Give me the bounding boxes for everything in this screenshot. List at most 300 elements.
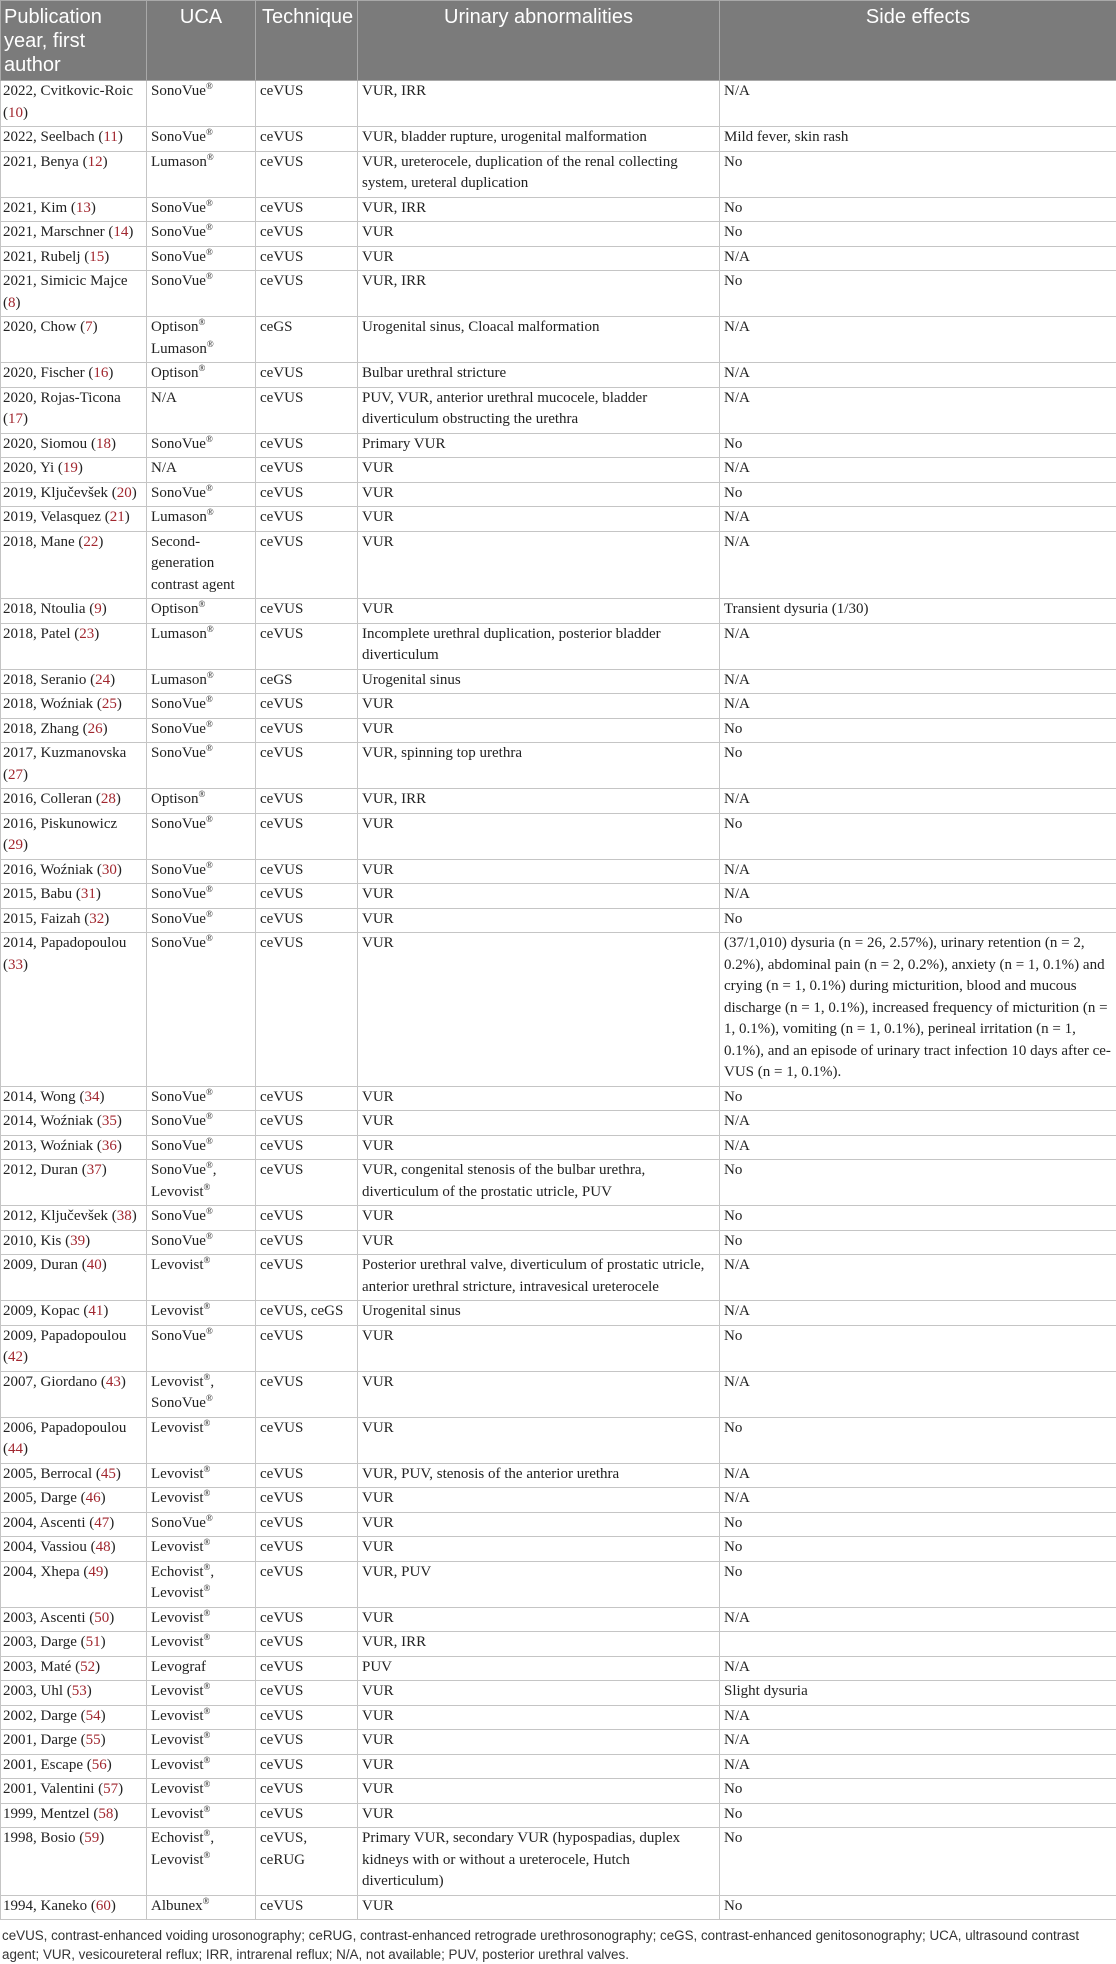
cell-author: 2001, Darge (55) [1, 1730, 147, 1755]
table-body [1, 81, 1116, 1920]
cell-side-effects: Mild fever, skin rash [720, 127, 1116, 152]
reference-link[interactable]: 15 [89, 249, 104, 265]
table-row [1, 884, 1116, 909]
registered-mark: ® [206, 198, 213, 208]
cell-technique: ceVUS [256, 531, 358, 599]
header-technique: Technique [256, 1, 358, 81]
uca-name: Levovist [151, 1490, 204, 1506]
cell-technique: ceVUS [256, 1730, 358, 1755]
cell-author: 2004, Xhepa (49) [1, 1561, 147, 1607]
cell-urinary-abnormalities: VUR [358, 1607, 720, 1632]
table-row [1, 1754, 1116, 1779]
author-text: 2015, Faizah [3, 911, 80, 927]
cell-uca [147, 482, 256, 507]
cell-author: 2003, Maté (52) [1, 1656, 147, 1681]
cell-side-effects: No [720, 1895, 1116, 1920]
uca-name: SonoVue [151, 200, 206, 216]
cell-author: 2022, Cvitkovic-Roic (10) [1, 81, 147, 127]
cell-technique: ceVUS [256, 1160, 358, 1206]
reference-link[interactable]: 21 [110, 509, 125, 525]
reference-link[interactable]: 40 [87, 1257, 102, 1273]
cell-uca [147, 789, 256, 814]
author-text: 2018, Seranio [3, 672, 86, 688]
reference-link[interactable]: 20 [117, 485, 132, 501]
cell-author: 2021, Simicic Majce (8) [1, 271, 147, 317]
table-row [1, 531, 1116, 599]
cell-urinary-abnormalities: VUR [358, 222, 720, 247]
cell-uca [147, 1656, 256, 1681]
cell-side-effects: Slight dysuria [720, 1681, 1116, 1706]
cell-technique: ceVUS [256, 127, 358, 152]
cell-side-effects: No [720, 151, 1116, 197]
reference-link[interactable]: 31 [81, 886, 96, 902]
cell-uca [147, 1230, 256, 1255]
uca-name: Optison [151, 319, 199, 335]
cell-urinary-abnormalities: VUR [358, 859, 720, 884]
registered-mark: ® [204, 1255, 211, 1265]
uca-name: SonoVue [151, 1162, 206, 1178]
cell-urinary-abnormalities: VUR [358, 1730, 720, 1755]
uca-name: Levovist [151, 1184, 204, 1200]
cell-side-effects: N/A [720, 884, 1116, 909]
reference-link[interactable]: 54 [86, 1708, 101, 1724]
reference-link[interactable]: 47 [94, 1515, 109, 1531]
cell-technique: ceVUS [256, 1135, 358, 1160]
cell-technique: ceVUS [256, 1895, 358, 1920]
reference-link[interactable]: 11 [103, 129, 117, 145]
cell-author: 2002, Darge (54) [1, 1705, 147, 1730]
registered-mark: ® [206, 694, 213, 704]
reference-link[interactable]: 13 [76, 200, 91, 216]
registered-mark: ® [206, 222, 213, 232]
cell-uca [147, 884, 256, 909]
cell-uca [147, 718, 256, 743]
reference-link[interactable]: 9 [94, 601, 102, 617]
uca-name: SonoVue [151, 129, 206, 145]
reference-link[interactable]: 58 [98, 1806, 113, 1822]
registered-mark: ® [204, 1372, 211, 1382]
cell-technique: ceVUS [256, 246, 358, 271]
cell-technique: ceGS [256, 317, 358, 363]
uca-name: SonoVue [151, 1138, 206, 1154]
reference-link[interactable]: 37 [87, 1162, 102, 1178]
cell-side-effects: N/A [720, 1656, 1116, 1681]
table-row [1, 507, 1116, 532]
cell-urinary-abnormalities: Primary VUR, secondary VUR (hypospadias, duplex kidneys with or without a ureterocele, Hutch diverticulum) [358, 1828, 720, 1896]
cell-author: 2021, Benya (12) [1, 151, 147, 197]
registered-mark: ® [204, 1182, 211, 1192]
reference-link[interactable]: 14 [113, 224, 128, 240]
uca-name: Levovist [151, 1585, 204, 1601]
cell-technique: ceVUS [256, 884, 358, 909]
author-text: 2022, Seelbach [3, 129, 95, 145]
registered-mark: ® [204, 1537, 211, 1547]
reference-link[interactable]: 49 [88, 1564, 103, 1580]
uca-name: N/A [151, 390, 177, 406]
cell-author: 2007, Giordano (43) [1, 1371, 147, 1417]
cell-side-effects: No [720, 222, 1116, 247]
cell-uca [147, 1607, 256, 1632]
reference-link[interactable]: 33 [8, 957, 23, 973]
cell-technique: ceVUS [256, 623, 358, 669]
cell-technique: ceVUS [256, 197, 358, 222]
reference-link[interactable]: 27 [8, 767, 23, 783]
author-text: 2013, Woźniak [3, 1138, 93, 1154]
header-uca: UCA [147, 1, 256, 81]
cell-uca [147, 433, 256, 458]
cell-side-effects: N/A [720, 81, 1116, 127]
uca-name: Second-generation contrast agent [151, 534, 235, 593]
cell-technique: ceVUS [256, 908, 358, 933]
author-text: 2021, Simicic Majce [3, 273, 128, 289]
registered-mark: ® [204, 1850, 211, 1860]
reference-link[interactable]: 44 [8, 1441, 23, 1457]
cell-side-effects: No [720, 1206, 1116, 1231]
table-row [1, 694, 1116, 719]
reference-link[interactable]: 16 [93, 365, 108, 381]
author-text: 2020, Chow [3, 319, 76, 335]
reference-link[interactable]: 28 [101, 791, 116, 807]
reference-link[interactable]: 56 [92, 1757, 107, 1773]
registered-mark: ® [204, 1488, 211, 1498]
author-text: 2016, Woźniak [3, 862, 93, 878]
header-row [1, 1, 1116, 81]
reference-link[interactable]: 38 [117, 1208, 132, 1224]
cell-urinary-abnormalities: VUR, IRR [358, 1632, 720, 1657]
author-text: 2004, Ascenti [3, 1515, 86, 1531]
cell-author: 1999, Mentzel (58) [1, 1803, 147, 1828]
author-text: 2009, Kopac [3, 1303, 80, 1319]
cell-urinary-abnormalities: VUR [358, 1230, 720, 1255]
cell-author: 2006, Papadopoulou (44) [1, 1417, 147, 1463]
uca-name: Levovist [151, 1257, 204, 1273]
author-text: 2003, Ascenti [3, 1610, 86, 1626]
cell-urinary-abnormalities: VUR [358, 1705, 720, 1730]
uca-name: SonoVue [151, 224, 206, 240]
author-text: 2004, Vassiou [3, 1539, 87, 1555]
cell-urinary-abnormalities: Urogenital sinus [358, 669, 720, 694]
registered-mark: ® [199, 363, 206, 373]
reference-link[interactable]: 30 [102, 862, 117, 878]
table-row [1, 1086, 1116, 1111]
author-text: 2016, Colleran [3, 791, 92, 807]
cell-uca [147, 1754, 256, 1779]
cell-uca: SonoVue®, Levovist® [147, 1160, 256, 1206]
cell-technique: ceVUS [256, 933, 358, 1087]
table-row [1, 1325, 1116, 1371]
cell-urinary-abnormalities: VUR [358, 1325, 720, 1371]
author-text: 2009, Papadopoulou [3, 1328, 126, 1344]
registered-mark: ® [204, 1681, 211, 1691]
author-text: 2021, Benya [3, 154, 79, 170]
cell-side-effects: N/A [720, 1705, 1116, 1730]
reference-link[interactable]: 22 [83, 534, 98, 550]
uca-name: SonoVue [151, 485, 206, 501]
cell-side-effects: N/A [720, 1255, 1116, 1301]
cell-uca [147, 151, 256, 197]
cell-technique: ceVUS [256, 1705, 358, 1730]
cell-uca [147, 1779, 256, 1804]
cell-urinary-abnormalities: VUR [358, 884, 720, 909]
cell-author: 2005, Darge (46) [1, 1488, 147, 1513]
reference-link[interactable]: 45 [101, 1466, 116, 1482]
reference-link[interactable]: 7 [85, 319, 93, 335]
uca-name: Levovist [151, 1420, 204, 1436]
cell-urinary-abnormalities: VUR [358, 458, 720, 483]
table-row [1, 1607, 1116, 1632]
author-text: 2003, Darge [3, 1634, 77, 1650]
cell-side-effects: N/A [720, 1463, 1116, 1488]
cell-technique: ceVUS [256, 1111, 358, 1136]
cell-side-effects: N/A [720, 1488, 1116, 1513]
author-text: 2018, Mane [3, 534, 75, 550]
registered-mark: ® [204, 1804, 211, 1814]
cell-side-effects: N/A [720, 623, 1116, 669]
table-row [1, 197, 1116, 222]
reference-link[interactable]: 29 [8, 837, 23, 853]
cell-uca [147, 599, 256, 624]
uca-name: Lumason [151, 626, 207, 642]
reference-link[interactable]: 46 [86, 1490, 101, 1506]
reference-link[interactable]: 39 [70, 1233, 85, 1249]
cell-author: 2013, Woźniak (36) [1, 1135, 147, 1160]
cell-urinary-abnormalities: VUR [358, 1754, 720, 1779]
cell-side-effects: No [720, 718, 1116, 743]
registered-mark: ® [204, 1418, 211, 1428]
author-text: 2022, Cvitkovic-Roic [3, 83, 133, 99]
registered-mark: ® [206, 271, 213, 281]
cell-side-effects: No [720, 1828, 1116, 1896]
table-row [1, 482, 1116, 507]
cell-author: 2021, Rubelj (15) [1, 246, 147, 271]
author-text: 2020, Yi [3, 460, 54, 476]
cell-uca [147, 1730, 256, 1755]
table-row [1, 718, 1116, 743]
uca-name: SonoVue [151, 816, 206, 832]
registered-mark: ® [204, 1755, 211, 1765]
cell-side-effects: Transient dysuria (1/30) [720, 599, 1116, 624]
table-row [1, 1537, 1116, 1562]
reference-link[interactable]: 36 [102, 1138, 117, 1154]
cell-technique: ceVUS [256, 1206, 358, 1231]
reference-link[interactable]: 42 [8, 1349, 23, 1365]
author-text: 2019, Velasquez [3, 509, 101, 525]
cell-side-effects: No [720, 1417, 1116, 1463]
cell-side-effects: No [720, 482, 1116, 507]
reference-link[interactable]: 59 [84, 1830, 99, 1846]
table-row [1, 1160, 1116, 1206]
cell-uca [147, 81, 256, 127]
cell-urinary-abnormalities: VUR [358, 1111, 720, 1136]
cell-author: 2009, Kopac (41) [1, 1301, 147, 1326]
registered-mark: ® [204, 1301, 211, 1311]
cell-technique: ceVUS [256, 1371, 358, 1417]
reference-link[interactable]: 52 [80, 1659, 95, 1675]
cell-technique: ceVUS [256, 1681, 358, 1706]
cell-author: 2016, Colleran (28) [1, 789, 147, 814]
cell-technique: ceVUS [256, 1632, 358, 1657]
cell-technique: ceVUS [256, 1463, 358, 1488]
cell-urinary-abnormalities: Bulbar urethral stricture [358, 363, 720, 388]
cell-uca [147, 1301, 256, 1326]
registered-mark: ® [206, 860, 213, 870]
cell-side-effects: N/A [720, 458, 1116, 483]
table-row [1, 458, 1116, 483]
author-text: 2021, Marschner [3, 224, 105, 240]
table-row [1, 623, 1116, 669]
cell-uca [147, 1417, 256, 1463]
registered-mark: ® [204, 1706, 211, 1716]
cell-uca [147, 271, 256, 317]
reference-link[interactable]: 25 [102, 696, 117, 712]
author-text: 2014, Woźniak [3, 1113, 93, 1129]
registered-mark: ® [206, 909, 213, 919]
uca-name: Optison [151, 601, 199, 617]
cell-uca [147, 859, 256, 884]
cell-uca [147, 1488, 256, 1513]
cell-technique: ceVUS [256, 718, 358, 743]
author-text: 1998, Bosio [3, 1830, 76, 1846]
cell-uca [147, 1206, 256, 1231]
cell-urinary-abnormalities: VUR [358, 1086, 720, 1111]
cell-side-effects: (37/1,010) dysuria (n = 26, 2.57%), urinary retention (n = 2, 0.2%), abdominal pain (n = 2, 0.2%), anxiety (n = 1, 0.1%) and crying (n = 1, 0.1%) during micturition, blood and mucous discharge (n = 1, 0.1%), increased frequency of micturition (n = 1, 0.1%), vomiting (n = 1, 0.1%), perineal irritation (n = 1, 0.1%), and an episode of urinary tract infection 10 days after ce-VUS (n = 1, 0.1%). [720, 933, 1116, 1087]
header-side-effects: Side effects [720, 1, 1116, 81]
cell-side-effects: N/A [720, 789, 1116, 814]
table-row [1, 1681, 1116, 1706]
cell-urinary-abnormalities: VUR [358, 1681, 720, 1706]
author-text: 2001, Darge [3, 1732, 77, 1748]
table-row [1, 1803, 1116, 1828]
cell-uca [147, 1086, 256, 1111]
reference-link[interactable]: 19 [63, 460, 78, 476]
registered-mark: ® [199, 317, 206, 327]
reference-link[interactable]: 32 [89, 911, 104, 927]
cell-side-effects: N/A [720, 1371, 1116, 1417]
cell-author: 2005, Berrocal (45) [1, 1463, 147, 1488]
cell-urinary-abnormalities: VUR, ureterocele, duplication of the renal collecting system, ureteral duplication [358, 151, 720, 197]
cell-side-effects: No [720, 1561, 1116, 1607]
author-text: 2006, Papadopoulou [3, 1420, 126, 1436]
reference-link[interactable]: 41 [88, 1303, 103, 1319]
author-text: 2003, Maté [3, 1659, 71, 1675]
cell-technique: ceVUS [256, 81, 358, 127]
author-text: 2003, Uhl [3, 1683, 63, 1699]
reference-link[interactable]: 34 [84, 1089, 99, 1105]
table-row [1, 908, 1116, 933]
cell-urinary-abnormalities: VUR [358, 813, 720, 859]
reference-link[interactable]: 12 [88, 154, 103, 170]
cell-side-effects: N/A [720, 317, 1116, 363]
table-row [1, 363, 1116, 388]
reference-link[interactable]: 60 [96, 1898, 111, 1914]
cell-urinary-abnormalities: VUR, congenital stenosis of the bulbar urethra, diverticulum of the prostatic utricle, PUV [358, 1160, 720, 1206]
cell-urinary-abnormalities: VUR [358, 1206, 720, 1231]
registered-mark: ® [206, 1231, 213, 1241]
reference-link[interactable]: 35 [102, 1113, 117, 1129]
author-text: 2002, Darge [3, 1708, 77, 1724]
reference-link[interactable]: 53 [72, 1683, 87, 1699]
cell-urinary-abnormalities: VUR [358, 718, 720, 743]
reference-link[interactable]: 57 [103, 1781, 118, 1797]
cell-author: 2003, Darge (51) [1, 1632, 147, 1657]
registered-mark: ® [204, 1632, 211, 1642]
table-row [1, 387, 1116, 433]
uca-name: Lumason [151, 341, 207, 357]
cell-author: 2020, Rojas-Ticona (17) [1, 387, 147, 433]
cell-uca [147, 531, 256, 599]
cell-urinary-abnormalities: VUR, bladder rupture, urogenital malformation [358, 127, 720, 152]
cell-technique: ceVUS [256, 507, 358, 532]
reference-link[interactable]: 23 [79, 626, 94, 642]
cell-side-effects: No [720, 1803, 1116, 1828]
cell-side-effects: No [720, 1512, 1116, 1537]
cell-technique: ceVUS [256, 433, 358, 458]
reference-link[interactable]: 26 [88, 721, 103, 737]
registered-mark: ® [206, 814, 213, 824]
author-text: 2004, Xhepa [3, 1564, 80, 1580]
reference-link[interactable]: 8 [8, 295, 16, 311]
cell-uca [147, 1895, 256, 1920]
author-text: 2005, Berrocal [3, 1466, 92, 1482]
reference-link[interactable]: 55 [86, 1732, 101, 1748]
reference-link[interactable]: 43 [106, 1374, 121, 1390]
cell-author: 1994, Kaneko (60) [1, 1895, 147, 1920]
cell-side-effects: N/A [720, 1301, 1116, 1326]
author-text: 2016, Piskunowicz [3, 816, 117, 832]
table-row [1, 859, 1116, 884]
reference-link[interactable]: 51 [86, 1634, 101, 1650]
author-text: 2018, Woźniak [3, 696, 93, 712]
table-row [1, 599, 1116, 624]
cell-urinary-abnormalities: VUR [358, 1371, 720, 1417]
cell-author: 2003, Ascenti (50) [1, 1607, 147, 1632]
reference-link[interactable]: 48 [96, 1539, 111, 1555]
cell-urinary-abnormalities: VUR [358, 1488, 720, 1513]
uca-name: SonoVue [151, 745, 206, 761]
cell-side-effects: No [720, 1325, 1116, 1371]
cell-uca [147, 1705, 256, 1730]
author-text: 2021, Kim [3, 200, 67, 216]
uca-name: Optison [151, 791, 199, 807]
cell-urinary-abnormalities: Posterior urethral valve, diverticulum of prostatic utricle, anterior urethral stricture, intravesical ureterocele [358, 1255, 720, 1301]
cell-side-effects: N/A [720, 1135, 1116, 1160]
cell-technique: ceVUS [256, 1417, 358, 1463]
reference-link[interactable]: 50 [94, 1610, 109, 1626]
cell-uca: Levovist®, SonoVue® [147, 1371, 256, 1417]
cell-author: 2020, Siomou (18) [1, 433, 147, 458]
cell-author: 2001, Valentini (57) [1, 1779, 147, 1804]
uca-name: Lumason [151, 154, 207, 170]
cell-author: 2020, Chow (7) [1, 317, 147, 363]
author-text: 2018, Zhang [3, 721, 79, 737]
table-row [1, 1705, 1116, 1730]
cell-urinary-abnormalities: VUR [358, 1135, 720, 1160]
reference-link[interactable]: 18 [96, 436, 111, 452]
table-row [1, 1895, 1116, 1920]
reference-link[interactable]: 24 [95, 672, 110, 688]
cell-author: 2016, Piskunowicz (29) [1, 813, 147, 859]
reference-link[interactable]: 10 [8, 105, 23, 121]
cell-uca [147, 623, 256, 669]
table-row [1, 222, 1116, 247]
cell-urinary-abnormalities: VUR [358, 482, 720, 507]
table-row [1, 246, 1116, 271]
cell-technique: ceVUS [256, 1255, 358, 1301]
cell-author: 2020, Fischer (16) [1, 363, 147, 388]
uca-name: SonoVue [151, 862, 206, 878]
author-text: 2018, Patel [3, 626, 71, 642]
reference-link[interactable]: 17 [8, 411, 23, 427]
